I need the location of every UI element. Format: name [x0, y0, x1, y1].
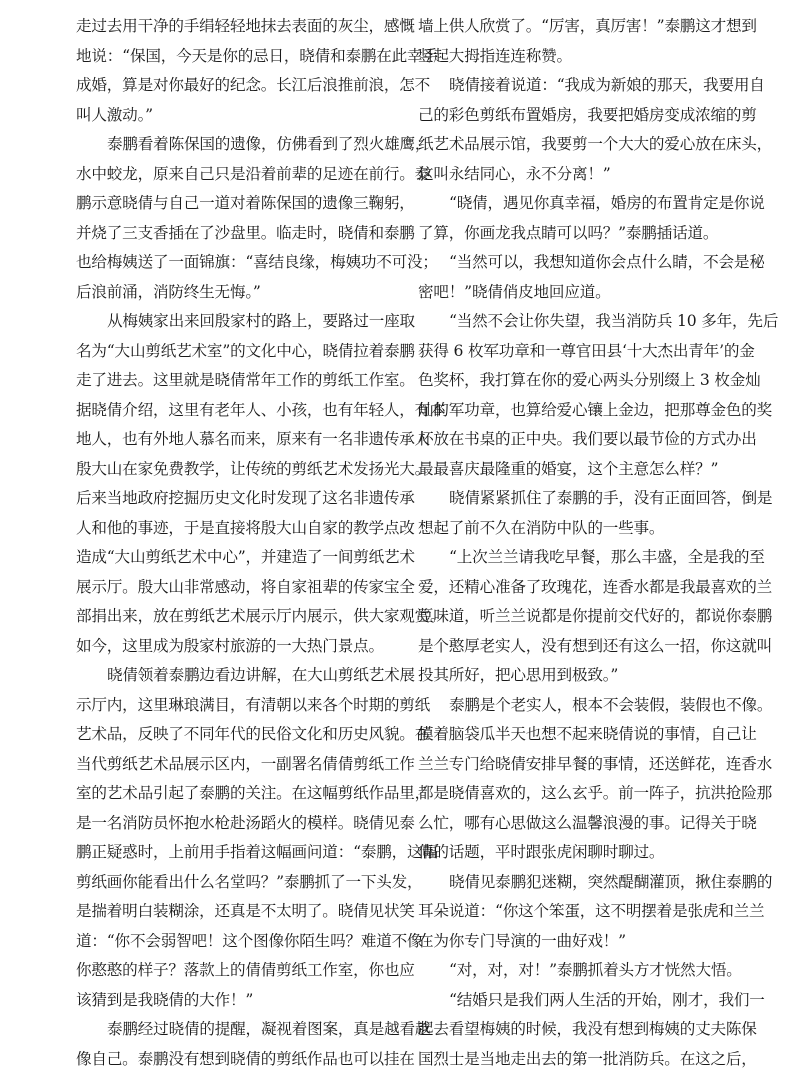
text-line: 摸着脑袋瓜半天也想不起来晓倩说的事情，自己让 — [418, 720, 730, 750]
text-line: 名为“大山剪纸艺术室”的文化中心，晓倩拉着泰鹏 — [76, 337, 388, 367]
text-line: 耳朵说道：“你这个笨蛋，这不明摆着是张虎和兰兰 — [418, 897, 730, 927]
text-line: 密吧！”晓倩俏皮地回应道。 — [418, 278, 730, 308]
text-line: 道：“你不会弱智吧！这个图像你陌生吗？难道不像 — [76, 927, 388, 957]
text-line: 在为你专门导演的一曲好戏！” — [418, 927, 730, 957]
text-line: 纸艺术品展示馆，我要剪一个大大的爱心放在床头， — [418, 130, 730, 160]
text-line: 么忙，哪有心思做这么温馨浪漫的事。记得关于晓 — [418, 809, 730, 839]
text-line: 像自己。泰鹏没有想到晓倩的剪纸作品也可以挂在 — [76, 1045, 388, 1074]
text-line: 想起了前不久在消防中队的一些事。 — [418, 514, 730, 544]
left-text-column — [76, 12, 388, 1074]
text-line: “上次兰兰请我吃早餐，那么丰盛，全是我的至 — [418, 543, 730, 573]
text-line: 获得 6 枚军功章和一尊官田县‘十大杰出青年’的金 — [418, 337, 730, 367]
text-line: 叫人激动。” — [76, 101, 388, 131]
text-line: 是个憨厚老实人，没有想到还有这么一招，你这就叫 — [418, 632, 730, 662]
text-line: “晓倩，遇见你真幸福，婚房的布置肯定是你说 — [418, 189, 730, 219]
text-line: 泰鹏看着陈保国的遗像，仿佛看到了烈火雄鹰， — [76, 130, 388, 160]
text-line: 据晓倩介绍，这里有老年人、小孩，也有年轻人，有本 — [76, 396, 388, 426]
text-line: 灿的军功章，也算给爱心镶上金边，把那尊金色的奖 — [418, 396, 730, 426]
text-line: 从梅姨家出来回殷家村的路上，要路过一座取 — [76, 307, 388, 337]
text-line: 展示厅。殷大山非常感动，将自家祖辈的传家宝全 — [76, 573, 388, 603]
text-line: 最最喜庆最隆重的婚宴，这个主意怎么样？” — [418, 455, 730, 485]
text-line: 鹏正疑惑时，上前用手指着这幅画问道：“泰鹏，这幅 — [76, 838, 388, 868]
text-line: 这叫永结同心，永不分离！” — [418, 160, 730, 190]
text-line: 杯放在书桌的正中央。我们要以最节俭的方式办出 — [418, 425, 730, 455]
text-line: 泰鹏经过晓倩的提醒，凝视着图案，真是越看越 — [76, 1015, 388, 1045]
text-line: 走了进去。这里就是晓倩常年工作的剪纸工作室。 — [76, 366, 388, 396]
text-line: 是一名消防员怀抱水枪赴汤蹈火的模样。晓倩见泰 — [76, 809, 388, 839]
text-line: 地说：“保国，今天是你的忌日，晓倩和泰鹏在此幸手 — [76, 42, 388, 72]
text-line: 部捐出来，放在剪纸艺术展示厅内展示，供大家观赏。 — [76, 602, 388, 632]
text-line: 墙上供人欣赏了。“厉害，真厉害！”泰鹏这才想到 — [418, 12, 730, 42]
text-line: 成婚，算是对你最好的纪念。长江后浪推前浪，怎不 — [76, 71, 388, 101]
text-line: “当然不会让你失望，我当消防兵 10 多年，先后 — [418, 307, 730, 337]
text-line: 该猜到是我晓倩的大作！” — [76, 986, 388, 1016]
text-line: 晓倩领着泰鹏边看边讲解，在大山剪纸艺术展 — [76, 661, 388, 691]
text-line: 泰鹏是个老实人，根本不会装假，装假也不像。 — [418, 691, 730, 721]
text-line: 都是晓倩喜欢的，这么玄乎。前一阵子，抗洪抢险那 — [418, 779, 730, 809]
text-line: “结婚只是我们两人生活的开始，刚才，我们一 — [418, 986, 730, 1016]
text-line: 并烧了三支香插在了沙盘里。临走时，晓倩和泰鹏 — [76, 219, 388, 249]
text-line: 后来当地政府挖掘历史文化时发现了这名非遗传承 — [76, 484, 388, 514]
text-line: 示厅内，这里琳琅满目，有清朝以来各个时期的剪纸 — [76, 691, 388, 721]
text-line: 地人，也有外地人慕名而来，原来有一名非遗传承人 — [76, 425, 388, 455]
text-line: 后浪前涌，消防终生无悔。” — [76, 278, 388, 308]
text-line: 晓倩见泰鹏犯迷糊，突然醍醐灌顶，揪住泰鹏的 — [418, 868, 730, 898]
text-line: 造成“大山剪纸艺术中心”，并建造了一间剪纸艺术 — [76, 543, 388, 573]
text-line: 晓倩接着说道：“我成为新娘的那天，我要用自 — [418, 71, 730, 101]
text-line: 室的艺术品引起了泰鹏的关注。在这幅剪纸作品里， — [76, 779, 388, 809]
text-line: 水中蛟龙，原来自己只是沿着前辈的足迹在前行。泰 — [76, 160, 388, 190]
text-line: 国烈士是当地走出去的第一批消防兵。在这之后， — [418, 1045, 730, 1074]
text-line: 兰兰专门给晓倩安排早餐的事情，还送鲜花，连香水 — [418, 750, 730, 780]
text-line: 倩的话题，平时跟张虎闲聊时聊过。 — [418, 838, 730, 868]
text-line: 豆味道，听兰兰说都是你提前交代好的，都说你泰鹏 — [418, 602, 730, 632]
text-line: 竖起大拇指连连称赞。 — [418, 42, 730, 72]
text-line: 人和他的事迹，于是直接将殷大山自家的教学点改 — [76, 514, 388, 544]
text-line: “对，对，对！”泰鹏抓着头方才恍然大悟。 — [418, 956, 730, 986]
text-line: 走过去用干净的手绢轻轻地抹去表面的灰尘，感慨 — [76, 12, 388, 42]
text-line: 你憨憨的样子？落款上的倩倩剪纸工作室，你也应 — [76, 956, 388, 986]
text-line: 是揣着明白装糊涂，还真是不太明了。晓倩见状笑 — [76, 897, 388, 927]
text-line: 也给梅姨送了一面锦旗：“喜结良缘，梅姨功不可没； — [76, 248, 388, 278]
text-line: 剪纸画你能看出什么名堂吗？”泰鹏抓了一下头发， — [76, 868, 388, 898]
text-line: 爱，还精心准备了玫瑰花，连香水都是我最喜欢的兰 — [418, 573, 730, 603]
text-line: 鹏示意晓倩与自己一道对着陈保国的遗像三鞠躬， — [76, 189, 388, 219]
text-line: 了算，你画龙我点睛可以吗？”泰鹏插话道。 — [418, 219, 730, 249]
text-line: 起去看望梅姨的时候，我没有想到梅姨的丈夫陈保 — [418, 1015, 730, 1045]
text-line: “当然可以，我想知道你会点什么睛，不会是秘 — [418, 248, 730, 278]
text-line: 当代剪纸艺术品展示区内，一副署名倩倩剪纸工作 — [76, 750, 388, 780]
text-line: 色奖杯，我打算在你的爱心两头分别缀上 3 枚金灿 — [418, 366, 730, 396]
text-line: 投其所好，把心思用到极致。” — [418, 661, 730, 691]
text-line: 殷大山在家免费教学，让传统的剪纸艺术发扬光大。 — [76, 455, 388, 485]
right-text-column — [418, 12, 730, 1074]
text-line: 晓倩紧紧抓住了泰鹏的手，没有正面回答，倒是 — [418, 484, 730, 514]
text-line: 如今，这里成为殷家村旅游的一大热门景点。 — [76, 632, 388, 662]
text-line: 艺术品，反映了不同年代的民俗文化和历史风貌。在 — [76, 720, 388, 750]
text-line: 己的彩色剪纸布置婚房，我要把婚房变成浓缩的剪 — [418, 101, 730, 131]
